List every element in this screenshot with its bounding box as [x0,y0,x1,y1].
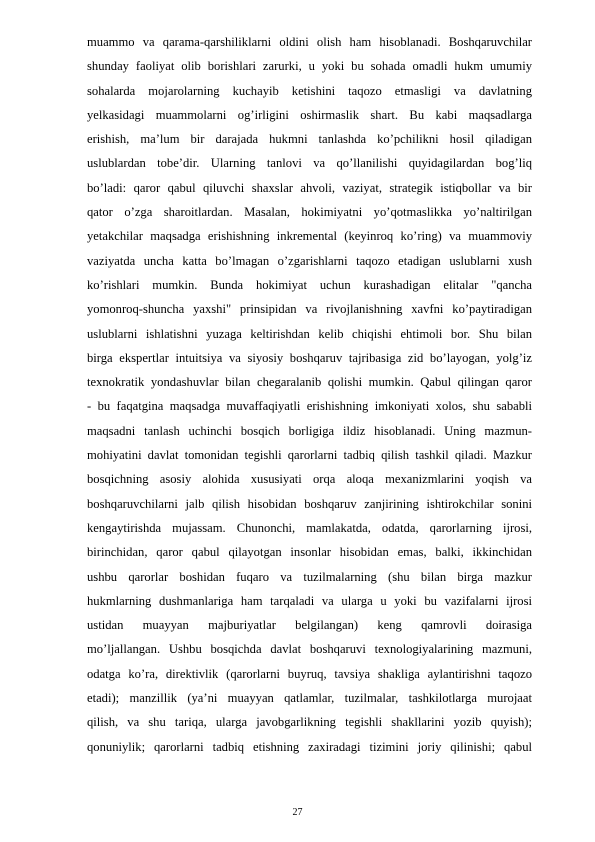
text-line: uslublardan tobe’dir. Ularning tanlovi va qo’llanilishi quyidagilardan bog’liq [87,156,532,171]
text-line: ko’rishlari mumkin. Bunda hokimiyat uchun kurashadigan elitalar "qancha [87,277,532,292]
text-line: ushbu qarorlar boshidan fuqaro va tuzilmalarning (shu bilan birga mazkur [87,569,532,584]
text-line: vaziyatda uncha katta bo’lmagan o’zgarishlarni taqozo etadigan uslublarni xush [87,253,532,268]
text-line: kengaytirishda mujassam. Chunonchi, mamlakatda, odatda, qarorlarning ijrosi, [87,520,532,535]
text-line: texnokratik yondashuvlar bilan chegaralanib qolishi mumkin. Qabul qilingan qaror [87,375,532,390]
text-line: mo’ljallangan. Ushbu bosqichda davlat boshqaruvi texnologiyalarining mazmuni, [87,642,532,657]
text-line: qonuniylik; qarorlarni tadbiq etishning zaxiradagi tizimini joriy qilinishi; qabul [87,739,532,754]
text-line: sohalarda mojarolarning kuchayib ketishini taqozo etmasligi va davlatning [87,83,532,98]
text-line: yetakchilar maqsadga erishishning inkremental (keyinroq ko’ring) va muammoviy [87,229,532,244]
text-line: ustidan muayyan majburiyatlar belgilangan) keng qamrovli doirasiga [87,618,532,633]
text-line: muammo va qarama-qarshiliklarni oldini olish ham hisoblanadi. Boshqaruvchilar [87,35,532,49]
text-line: uslublarni ishlatishni yuzaga keltirishdan kelib chiqishi ehtimoli bor. Shu bilan [87,326,532,341]
text-line: birinchidan, qaror qabul qilayotgan insonlar hisobidan emas, balki, ikkinchidan [87,545,532,560]
text-line: erishish, ma’lum bir darajada hukmni tanlashda ko’pchilikni hosil qiladigan [87,132,532,147]
text-line: bo’ladi: qaror qabul qiluvchi shaxslar ahvoli, vaziyat, strategik istiqbollar va bir [87,180,532,195]
text-line: - bu faqatgina maqsadga muvaffaqiyatli erishishning imkoniyati xolos, shu sababli [87,399,532,414]
body-text [87,30,532,759]
text-line: shunday faoliyat olib borishlari zarurki, u yoki bu sohada omadli hukm umumiy [87,59,532,74]
text-line: birga ekspertlar intuitsiya va siyosiy boshqaruv tajribasiga zid bo’layogan, yolg’iz [87,350,532,365]
text-line: mohiyatini davlat tomonidan tegishli qarorlarni tadbiq qilish tashkil qiladi. Mazkur [87,448,532,463]
text-line: maqsadni tanlash uchinchi bosqich borligiga ildiz hisoblanadi. Uning mazmun- [87,423,532,438]
text-line: hukmlarning dushmanlariga ham tarqaladi va ularga u yoki bu vazifalarni ijrosi [87,593,532,608]
text-line: bosqichning asosiy alohida xususiyati orqa aloqa mexanizmlarini yoqish va [87,472,532,487]
text-line: etadi); manzillik (ya’ni muayyan qatlamlar, tuzilmalar, tashkilotlarga murojaat [87,691,532,706]
text-line: yelkasidagi muammolarni og’irligini oshirmaslik shart. Bu kabi maqsadlarga [87,107,532,122]
text-line: odatga ko’ra, direktivlik (qarorlarni buyruq, tavsiya shakliga aylantirishni taqozo [87,666,532,681]
text-line: boshqaruvchilarni jalb qilish hisobidan boshqaruv zanjirining ishtirokchilar sonini [87,496,532,511]
text-line: yomonroq-shuncha yaxshi" prinsipidan va rivojlanishning xavfni ko’paytiradigan [87,302,532,317]
text-line: qilish, va shu tariqa, ularga javobgarlikning tegishli shakllarini yozib quyish); [87,715,532,730]
page-number: 27 [292,807,303,818]
text-line: qator o’zga sharoitlardan. Masalan, hokimiyatni yo’qotmaslikka yo’naltirilgan [87,205,532,220]
